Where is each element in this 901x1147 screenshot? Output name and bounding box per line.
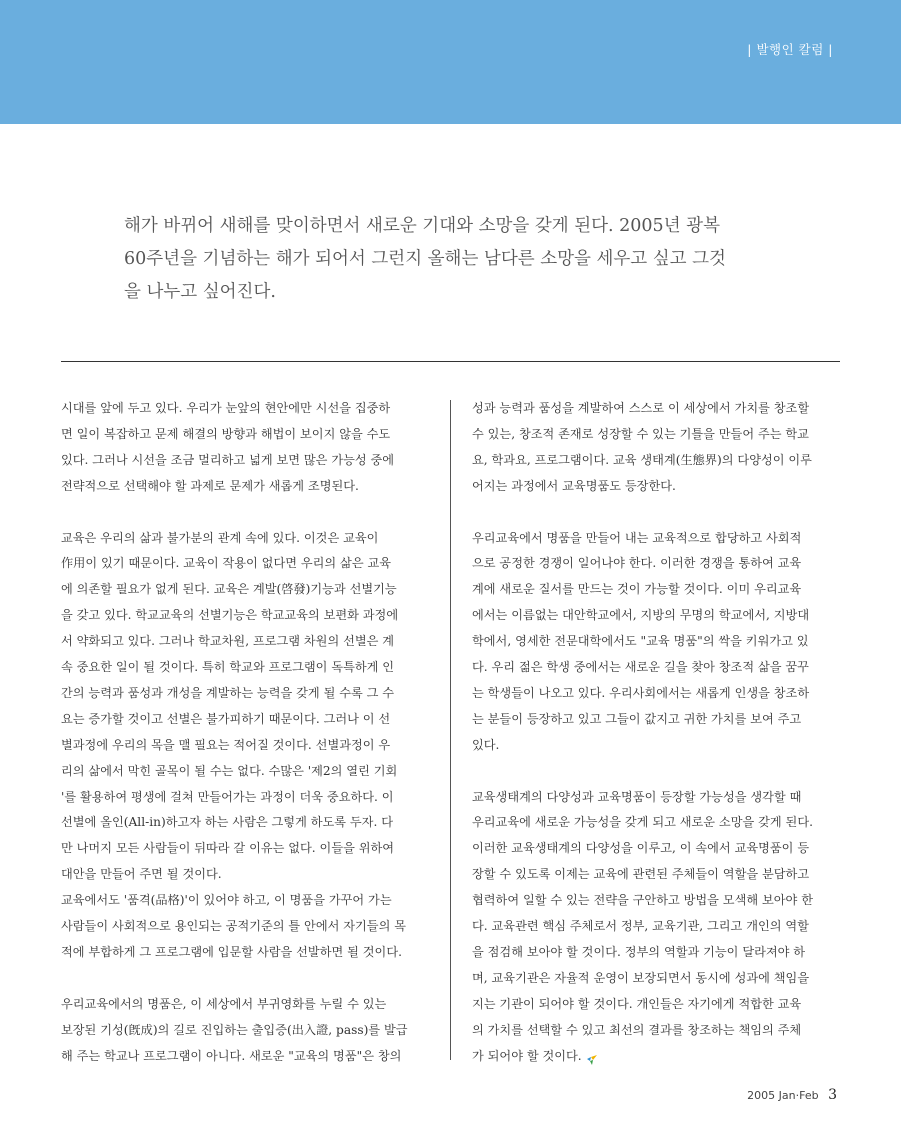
body-line: 교육생태계의 다양성과 교육명품이 등장할 가능성을 생각할 때 (472, 789, 802, 804)
body-line: 적에 부합하게 그 프로그램에 입문할 사람을 선발하면 될 것이다. (61, 945, 402, 960)
body-line: 우리교육에 새로운 가능성을 갖게 되고 새로운 소망을 갖게 된다. (472, 815, 813, 830)
body-line: 면 일이 복잡하고 문제 해결의 방향과 해법이 보이지 않을 수도 (61, 426, 391, 441)
left-column (61, 396, 431, 1070)
body-line: 요, 학과요, 프로그램이다. 교육 생태계(生態界)의 다양성이 이루 (472, 452, 812, 467)
paragraph-gap (472, 500, 842, 526)
body-line: '를 활용하여 평생에 걸쳐 만들어가는 과정이 더욱 중요하다. 이 (61, 789, 394, 804)
body-line: 협력하여 일할 수 있는 전략을 구안하고 방법을 모색해 보아야 한 (472, 893, 813, 908)
body-line: 선별에 올인(All-in)하고자 하는 사람은 그렇게 하도록 두자. 다 (61, 815, 393, 830)
body-line: 만 나머지 모든 사람들이 뒤따라 갈 이유는 없다. 이들을 위하여 (61, 841, 395, 856)
body-line: 에 의존할 필요가 없게 된다. 교육은 계발(啓發)기능과 선별기능 (61, 582, 397, 597)
body-line: 교육에서도 '품격(品格)'이 있어야 하고, 이 명품을 가꾸어 가는 (61, 893, 392, 908)
body-line: 요는 증가할 것이고 선별은 불가피하기 때문이다. 그러나 이 선 (61, 711, 391, 726)
body-line: 서 약화되고 있다. 그러나 학교차원, 프로그램 차원의 선별은 계 (61, 634, 395, 649)
body-line: 해 주는 학교나 프로그램이 아니다. 새로운 "교육의 명품"은 창의 (61, 1048, 402, 1063)
body-line: 계에 새로운 질서를 만드는 것이 가능할 것이다. 이미 우리교육 (472, 582, 802, 597)
lead-line: 60주년을 기념하는 해가 되어서 그런지 올해는 남다른 소망을 세우고 싶고 그것 (124, 249, 726, 269)
body-line: 간의 능력과 품성과 개성을 계발하는 능력을 갖게 될 수록 그 수 (61, 685, 395, 700)
right-column (472, 396, 842, 1070)
lead-paragraph (124, 210, 784, 309)
body-line: 지는 기관이 되어야 할 것이다. 개인들은 자기에게 적합한 교육 (472, 996, 802, 1011)
body-line: 우리교육에서의 명품은, 이 세상에서 부귀영화를 누릴 수 있는 (61, 996, 387, 1011)
lead-line: 을 나누고 싶어진다. (124, 282, 276, 302)
body-line: 사람들이 사회적으로 용인되는 공적기준의 틀 안에서 자기들의 목 (61, 919, 406, 934)
body-line: 우리교육에서 명품을 만들어 내는 교육적으로 합당하고 사회적 (472, 530, 802, 545)
paragraph-gap (61, 966, 431, 992)
body-line: 을 갖고 있다. 학교교육의 선별기능은 학교교육의 보편화 과정에 (61, 608, 399, 623)
body-line: 속 중요한 일이 될 것이다. 특히 학교와 프로그램이 독특하게 인 (61, 660, 395, 675)
issue-label: 2005 Jan·Feb (747, 1089, 819, 1102)
header-band (0, 0, 901, 124)
body-line: 장할 수 있도록 이제는 교육에 관련된 주체들이 역할을 분담하고 (472, 867, 810, 882)
section-label: | 발행인 칼럼 | (747, 42, 833, 57)
body-line: 가 되어야 할 것이다. (472, 1044, 842, 1070)
body-line: 교육은 우리의 삶과 불가분의 관계 속에 있다. 이것은 교육이 (61, 530, 379, 545)
body-line: 며, 교육기관은 자율적 운영이 보장되면서 동시에 성과에 책임을 (472, 970, 810, 985)
body-line: 대안을 만들어 주면 될 것이다. (61, 867, 222, 882)
body-line: 는 분들이 등장하고 있고 그들이 값지고 귀한 가치를 보여 주고 (472, 711, 802, 726)
paragraph-gap (61, 500, 431, 526)
bird-logo-icon (586, 1050, 598, 1062)
body-line: 시대를 앞에 두고 있다. 우리가 눈앞의 현안에만 시선을 집중하 (61, 401, 391, 415)
body-line: 이러한 교육생태계의 다양성을 이루고, 이 속에서 교육명품이 등 (472, 841, 810, 856)
body-line: 는 학생들이 나오고 있다. 우리사회에서는 새롭게 인생을 창조하 (472, 685, 810, 700)
horizontal-rule (61, 361, 840, 362)
body-line: 별과정에 우리의 목을 맬 필요는 적어질 것이다. 선별과정이 우 (61, 737, 391, 752)
body-line: 수 있는, 창조적 존재로 성장할 수 있는 기틀을 만들어 주는 학교 (472, 426, 809, 441)
page-footer (747, 1087, 837, 1103)
body-line: 있다. 그러나 시선을 조금 멀리하고 넓게 보면 많은 가능성 중에 (61, 452, 395, 467)
body-line: 作用이 있기 때문이다. 교육이 작용이 없다면 우리의 삶은 교육 (61, 556, 392, 571)
body-line: 으로 공정한 경쟁이 일어나야 한다. 이러한 경쟁을 통하여 교육 (472, 556, 802, 571)
body-line: 다. 교육관련 핵심 주체로서 정부, 교육기관, 그리고 개인의 역할 (472, 919, 809, 934)
body-line: 있다. (472, 737, 500, 752)
body-line: 의 가치를 선택할 수 있고 최선의 결과를 창조하는 책임의 주체 (472, 1022, 802, 1037)
body-line: 성과 능력과 품성을 계발하여 스스로 이 세상에서 가치를 창조할 (472, 401, 810, 415)
body-line: 다. 우리 젊은 학생 중에서는 새로운 길을 찾아 창조적 삶을 꿈꾸 (472, 660, 809, 675)
page-number: 3 (828, 1087, 837, 1103)
body-line: 리의 삶에서 막힌 골목이 될 수는 없다. 수많은 '제2의 열린 기회 (61, 763, 398, 778)
body-line: 학에서, 영세한 전문대학에서도 "교육 명품"의 싹을 키워가고 있 (472, 634, 809, 649)
body-line: 어지는 과정에서 교육명품도 등장한다. (472, 478, 676, 493)
column-divider (450, 400, 451, 1060)
lead-line: 해가 바뀌어 새해를 맞이하면서 새로운 기대와 소망을 갖게 된다. 2005년 광복 (124, 216, 720, 236)
body-line: 에서는 이름없는 대안학교에서, 지방의 무명의 학교에서, 지방대 (472, 608, 810, 623)
body-line: 을 점검해 보아야 할 것이다. 정부의 역할과 기능이 달라져야 하 (472, 945, 806, 959)
paragraph-gap (472, 759, 842, 785)
body-line: 보장된 기성(旣成)의 길로 진입하는 출입증(出入證, pass)를 발급 (61, 1022, 408, 1037)
body-line: 전략적으로 선택해야 할 과제로 문제가 새롭게 조명된다. (61, 478, 359, 493)
